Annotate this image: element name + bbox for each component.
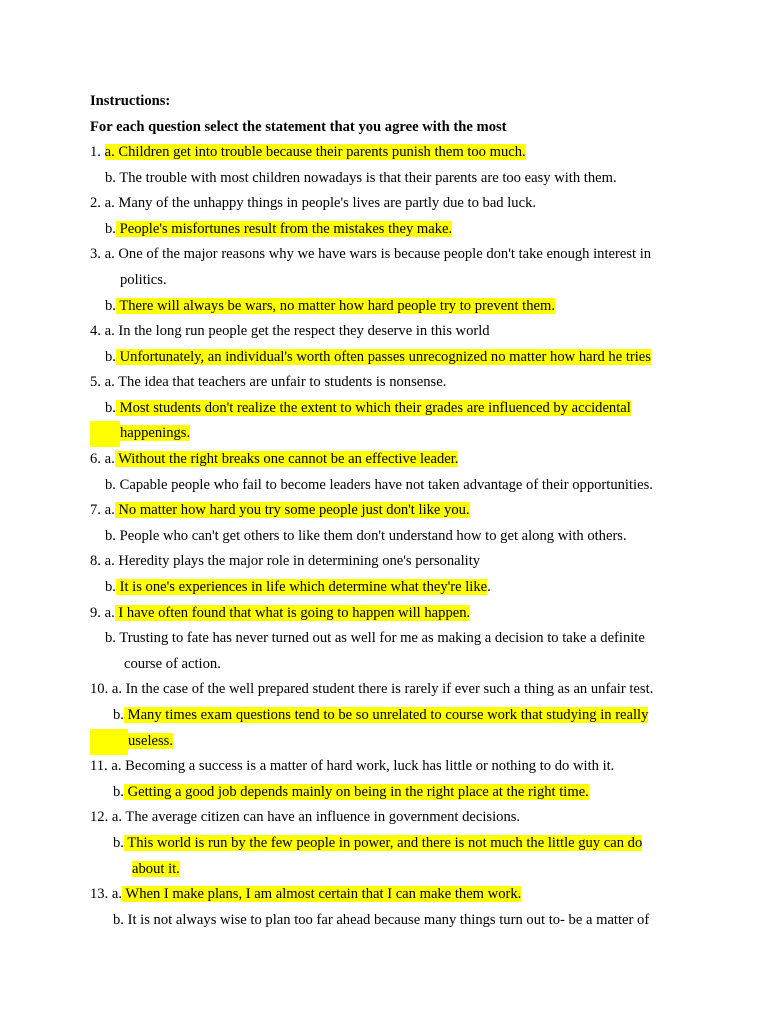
question-12-option-a: 12. a. The average citizen can have an influence in government decisions. [90, 809, 521, 825]
question-3-option-b: b. There will always be wars, no matter how hard people try to prevent them. [105, 298, 555, 314]
question-13-option-b: b. It is not always wise to plan too far ahead because many things turn out to- be a matter of [113, 912, 650, 928]
instructions-text: For each question select the statement that you agree with the most [90, 119, 507, 135]
question-8-option-b: b. It is one's experiences in life which determine what they're like. [105, 579, 491, 595]
question-12-option-b: b. This world is run by the few people in power, and there is not much the little guy can do [113, 835, 643, 851]
question-4-option-b: b. Unfortunately, an individual's worth often passes unrecognized no matter how hard he tries [105, 349, 651, 365]
question-13-option-a: 13. a. When I make plans, I am almost certain that I can make them work. [90, 886, 522, 902]
question-5-option-a: 5. a. The idea that teachers are unfair to students is nonsense. [90, 374, 447, 390]
question-12-option-b-cont: about it. [132, 861, 180, 877]
question-5-option-b-cont: happenings. [90, 421, 190, 447]
question-1-option-a: 1. a. Children get into trouble because their parents punish them too much. [90, 144, 526, 160]
question-7-option-a: 7. a. No matter how hard you try some people just don't like you. [90, 502, 470, 518]
question-3-option-a-cont: politics. [120, 272, 167, 288]
question-11-option-b: b. Getting a good job depends mainly on being in the right place at the right time. [113, 784, 589, 800]
question-9-option-b: b. Trusting to fate has never turned out as well for me as making a decision to take a definite [105, 630, 645, 646]
question-10-option-b: b. Many times exam questions tend to be so unrelated to course work that studying in really [113, 707, 649, 723]
question-11-option-a: 11. a. Becoming a success is a matter of hard work, luck has little or nothing to do with it. [90, 758, 615, 774]
question-4-option-a: 4. a. In the long run people get the respect they deserve in this world [90, 323, 490, 339]
question-2-option-a: 2. a. Many of the unhappy things in people's lives are partly due to bad luck. [90, 195, 537, 211]
question-8-option-a: 8. a. Heredity plays the major role in determining one's personality [90, 553, 481, 569]
question-10-option-a: 10. a. In the case of the well prepared student there is rarely if ever such a thing as an unfair test. [90, 681, 654, 697]
question-3-option-a: 3. a. One of the major reasons why we have wars is because people don't take enough interest in [90, 246, 652, 262]
question-2-option-b: b. People's misfortunes result from the mistakes they make. [105, 221, 453, 237]
question-6-option-b: b. Capable people who fail to become leaders have not taken advantage of their opportunities. [105, 477, 653, 493]
question-10-option-b-cont: useless. [90, 729, 173, 755]
question-7-option-b: b. People who can't get others to like them don't understand how to get along with others. [105, 528, 627, 544]
question-1-option-b: b. The trouble with most children nowadays is that their parents are too easy with them. [105, 170, 617, 186]
question-9-option-b-cont: course of action. [124, 656, 221, 672]
question-9-option-a: 9. a. I have often found that what is going to happen will happen. [90, 605, 471, 621]
question-6-option-a: 6. a. Without the right breaks one cannot be an effective leader. [90, 451, 459, 467]
question-5-option-b: b. Most students don't realize the extent to which their grades are influenced by accidental [105, 400, 631, 416]
instructions-heading: Instructions: [90, 93, 171, 109]
